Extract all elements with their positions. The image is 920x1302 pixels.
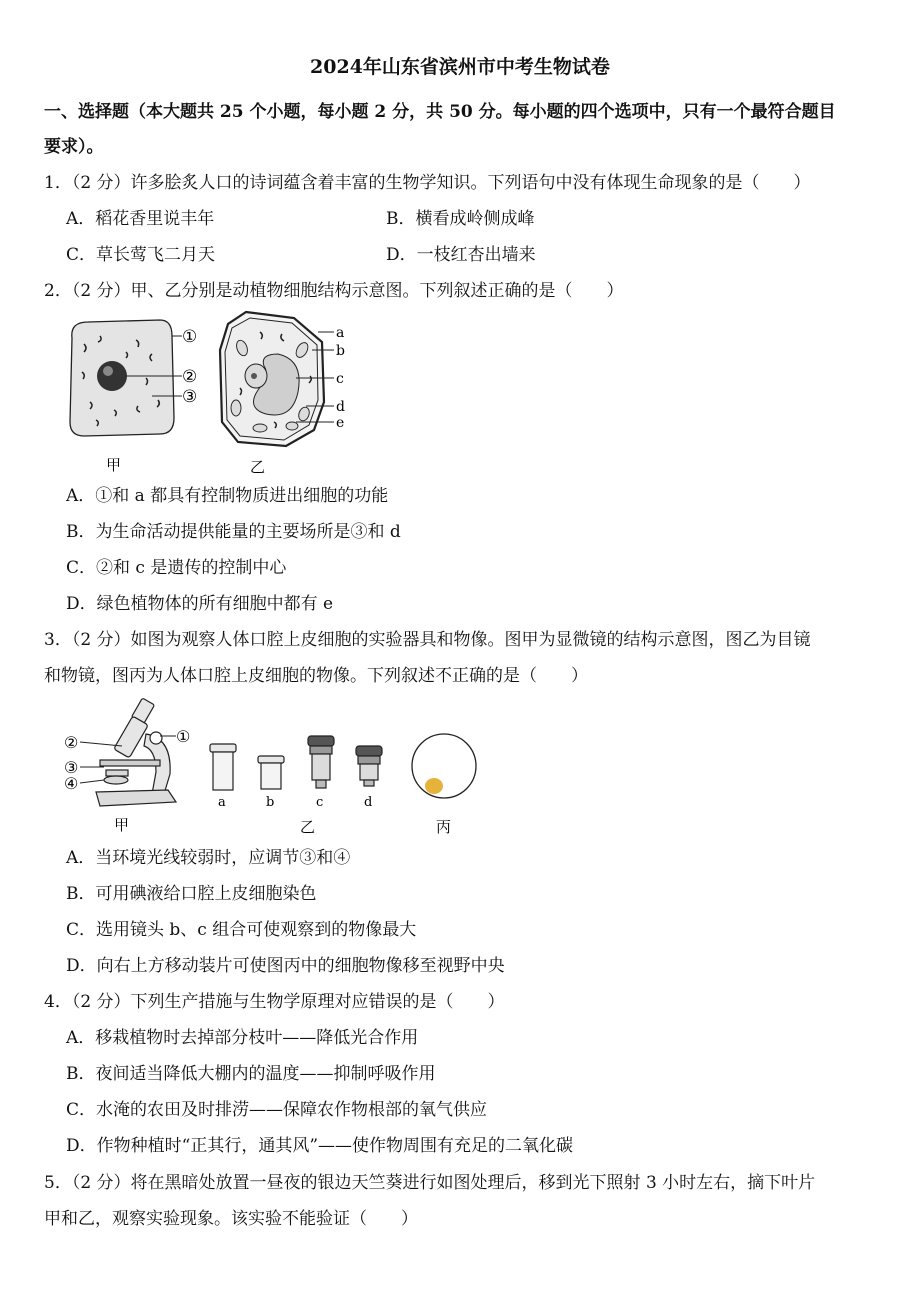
question-5-stem-line2: 甲和乙，观察实验现象。该实验不能验证（ ） xyxy=(44,1209,418,1229)
cell-diagram xyxy=(60,310,360,480)
lenses xyxy=(210,736,382,790)
caption-jia-3: 甲 xyxy=(114,816,130,834)
mic-label-4: ④ xyxy=(64,774,79,793)
field-of-view xyxy=(412,734,476,798)
label-d: d xyxy=(336,399,345,415)
label-2: ② xyxy=(182,367,198,387)
question-3-stem-line2: 和物镜，图丙为人体口腔上皮细胞的物像。下列叙述不正确的是（ ） xyxy=(44,666,588,686)
q4-option-a[interactable]: A．移栽植物时去掉部分枝叶——降低光合作用 xyxy=(66,1028,419,1048)
caption-yi: 乙 xyxy=(250,458,266,476)
lens-d: d xyxy=(364,795,373,810)
question-1-stem: 1．（2 分）许多脍炙人口的诗词蕴含着丰富的生物学知识。下列语句中没有体现生命现象的是（ ） xyxy=(44,173,811,193)
microscope xyxy=(96,698,176,806)
label-1: ① xyxy=(182,327,198,347)
question-2-stem: 2．（2 分）甲、乙分别是动植物细胞结构示意图。下列叙述正确的是（ ） xyxy=(44,281,624,301)
q1-option-d[interactable]: D．一枝红杏出墙来 xyxy=(386,245,536,265)
page-title: 2024年山东省滨州市中考生物试卷 xyxy=(310,56,610,78)
caption-bing: 丙 xyxy=(436,818,452,836)
q1-option-a[interactable]: A．稻花香里说丰年 xyxy=(66,209,215,229)
microscope-figure xyxy=(60,694,480,836)
q3-option-d[interactable]: D．向右上方移动装片可使图丙中的细胞物像移至视野中央 xyxy=(66,956,505,976)
caption-yi-3: 乙 xyxy=(300,818,316,836)
lens-c: c xyxy=(316,795,324,810)
section-heading: 一、选择题（本大题共 25 个小题，每小题 2 分，共 50 分。每小题的四个选项中，只有一个最符合题目 xyxy=(44,102,836,122)
question-5-stem-line1: 5．（2 分）将在黑暗处放置一昼夜的银边天竺葵进行如图处理后，移到光下照射 3 小时左右，摘下叶片 xyxy=(44,1173,816,1193)
question-3-stem-line1: 3．（2 分）如图为观察人体口腔上皮细胞的实验器具和物像。图甲为显微镜的结构示意图，图乙为目镜 xyxy=(44,630,811,650)
label-b: b xyxy=(336,343,345,359)
q3-option-b[interactable]: B．可用碘液给口腔上皮细胞染色 xyxy=(66,884,317,904)
lens-a: a xyxy=(218,795,226,810)
label-c: c xyxy=(336,371,344,387)
q2-option-d[interactable]: D．绿色植物体的所有细胞中都有 e xyxy=(66,594,334,614)
lens-b: b xyxy=(266,795,275,810)
plant-cell xyxy=(220,312,345,476)
q2-option-b[interactable]: B．为生命活动提供能量的主要场所是③和 d xyxy=(66,522,401,542)
q2-option-c[interactable]: C．②和 c 是遗传的控制中心 xyxy=(66,558,287,578)
q4-option-c[interactable]: C．水淹的农田及时排涝——保障农作物根部的氧气供应 xyxy=(66,1100,488,1120)
label-a: a xyxy=(336,325,345,341)
mic-label-3: ③ xyxy=(64,758,79,777)
label-3: ③ xyxy=(182,387,198,407)
q1-option-c[interactable]: C．草长莺飞二月天 xyxy=(66,245,216,265)
question-4-stem: 4．（2 分）下列生产措施与生物学原理对应错误的是（ ） xyxy=(44,992,505,1012)
mic-label-1: ① xyxy=(176,727,191,746)
section-heading-cont: 要求）。 xyxy=(44,137,104,157)
mic-label-2: ② xyxy=(64,733,79,752)
q3-option-c[interactable]: C．选用镜头 b、c 组合可使观察到的物像最大 xyxy=(66,920,417,940)
animal-cell xyxy=(70,320,197,474)
caption-jia: 甲 xyxy=(106,456,122,474)
q1-option-b[interactable]: B．横看成岭侧成峰 xyxy=(386,209,535,229)
q4-option-b[interactable]: B．夜间适当降低大棚内的温度——抑制呼吸作用 xyxy=(66,1064,436,1084)
label-e: e xyxy=(336,415,345,431)
q2-option-a[interactable]: A．①和 a 都具有控制物质进出细胞的功能 xyxy=(66,486,389,506)
q4-option-d[interactable]: D．作物种植时“正其行，通其风”——使作物周围有充足的二氧化碳 xyxy=(66,1136,574,1156)
q3-option-a[interactable]: A．当环境光线较弱时，应调节③和④ xyxy=(66,848,351,868)
